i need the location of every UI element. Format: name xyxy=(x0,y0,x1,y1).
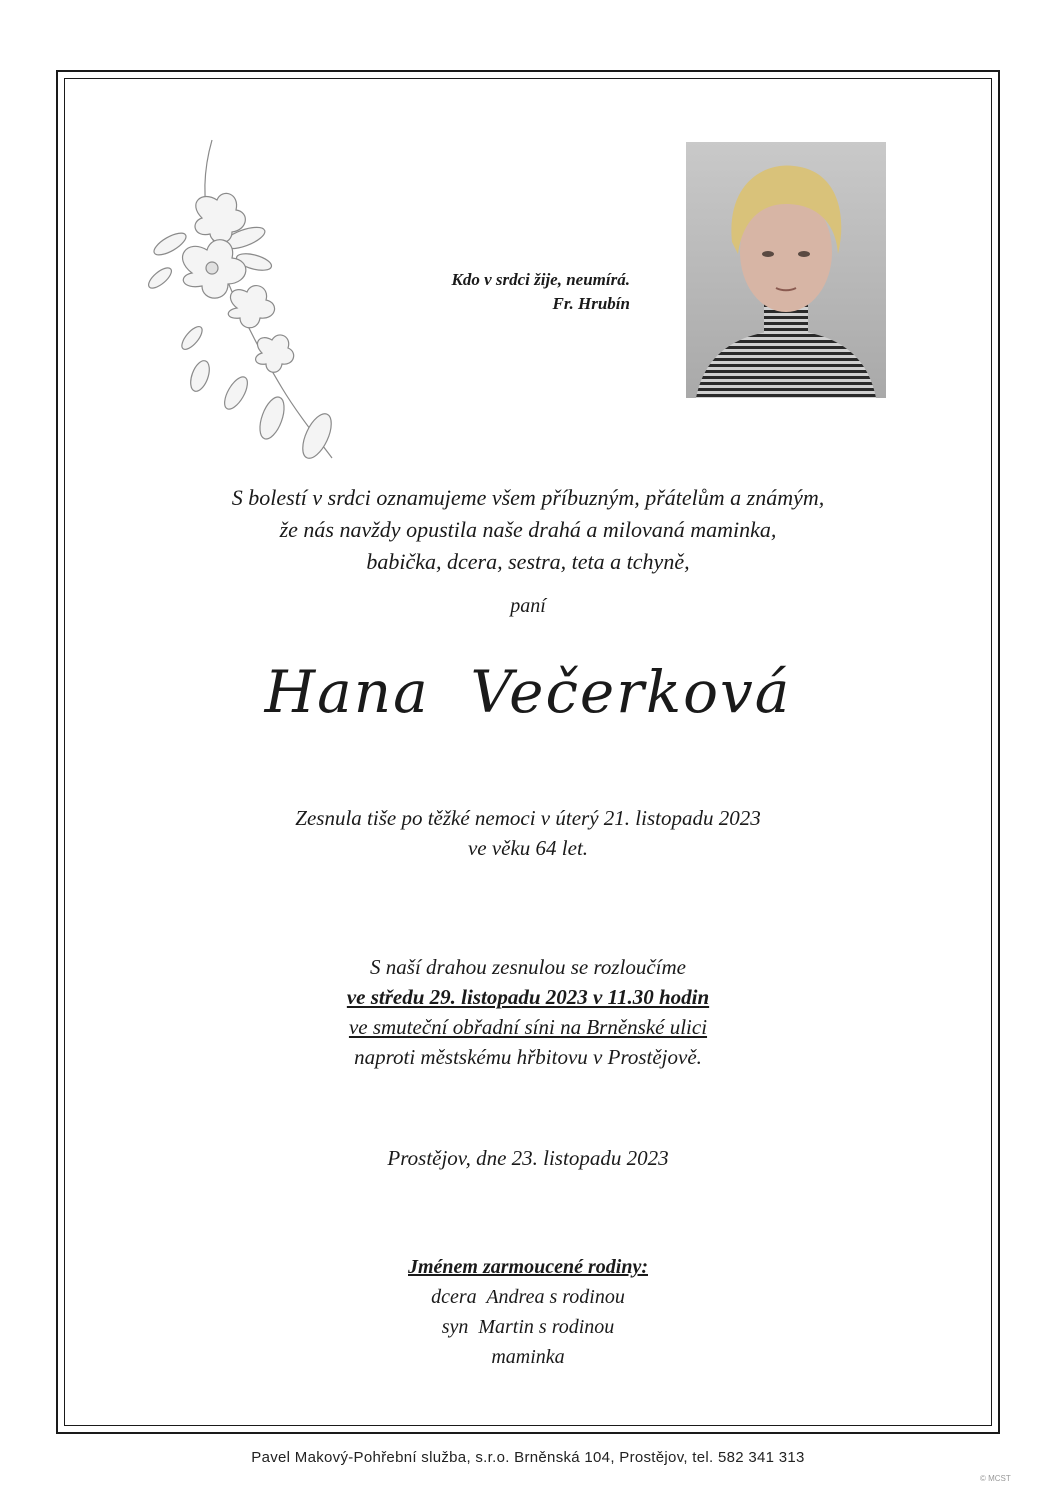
family-heading: Jménem zarmoucené rodiny: xyxy=(408,1256,648,1278)
family-member: dcera Andrea s rodinou xyxy=(431,1286,625,1308)
ceremony-datetime: ve středu 29. listopadu 2023 v 11.30 hodin xyxy=(346,985,710,1009)
motto-author: Fr. Hrubín xyxy=(552,294,630,313)
family-member: maminka xyxy=(491,1346,565,1368)
honorific: paní xyxy=(510,595,546,617)
ceremony-details xyxy=(64,952,992,1072)
flower-branch-icon xyxy=(132,138,352,468)
ceremony-location-detail: naproti městskému hřbitovu v Prostějově. xyxy=(354,1045,702,1069)
motto xyxy=(330,268,630,316)
motto-quote: Kdo v srdci žije, neumírá. xyxy=(451,270,630,289)
issue-date: Prostějov, dne 23. listopadu 2023 xyxy=(387,1146,669,1170)
footer-contact: Pavel Makový-Pohřební služba, s.r.o. Brněnská 104, Prostějov, tel. 582 341 313 xyxy=(251,1449,805,1466)
family-member: syn Martin s rodinou xyxy=(441,1316,615,1338)
deceased-name: Hana Večerková xyxy=(264,658,792,726)
announcement-line: S bolestí v srdci oznamujeme všem příbuzným, přátelům a známým, xyxy=(231,485,825,510)
age-line: ve věku 64 let. xyxy=(467,836,589,860)
announcement-text xyxy=(64,482,992,578)
family-section xyxy=(64,1252,992,1372)
portrait-photo xyxy=(686,142,886,398)
death-line: Zesnula tiše po těžké nemoci v úterý 21. listopadu 2023 xyxy=(295,806,761,830)
announcement-line: že nás navždy opustila naše drahá a milovaná maminka, xyxy=(279,517,777,542)
announcement-line: babička, dcera, sestra, teta a tchyně, xyxy=(366,549,690,574)
death-details xyxy=(64,803,992,863)
watermark: © MCST xyxy=(980,1474,1011,1483)
ceremony-intro: S naší drahou zesnulou se rozloučíme xyxy=(370,955,686,979)
ceremony-location: ve smuteční obřadní síni na Brněnské ulici xyxy=(348,1015,708,1039)
